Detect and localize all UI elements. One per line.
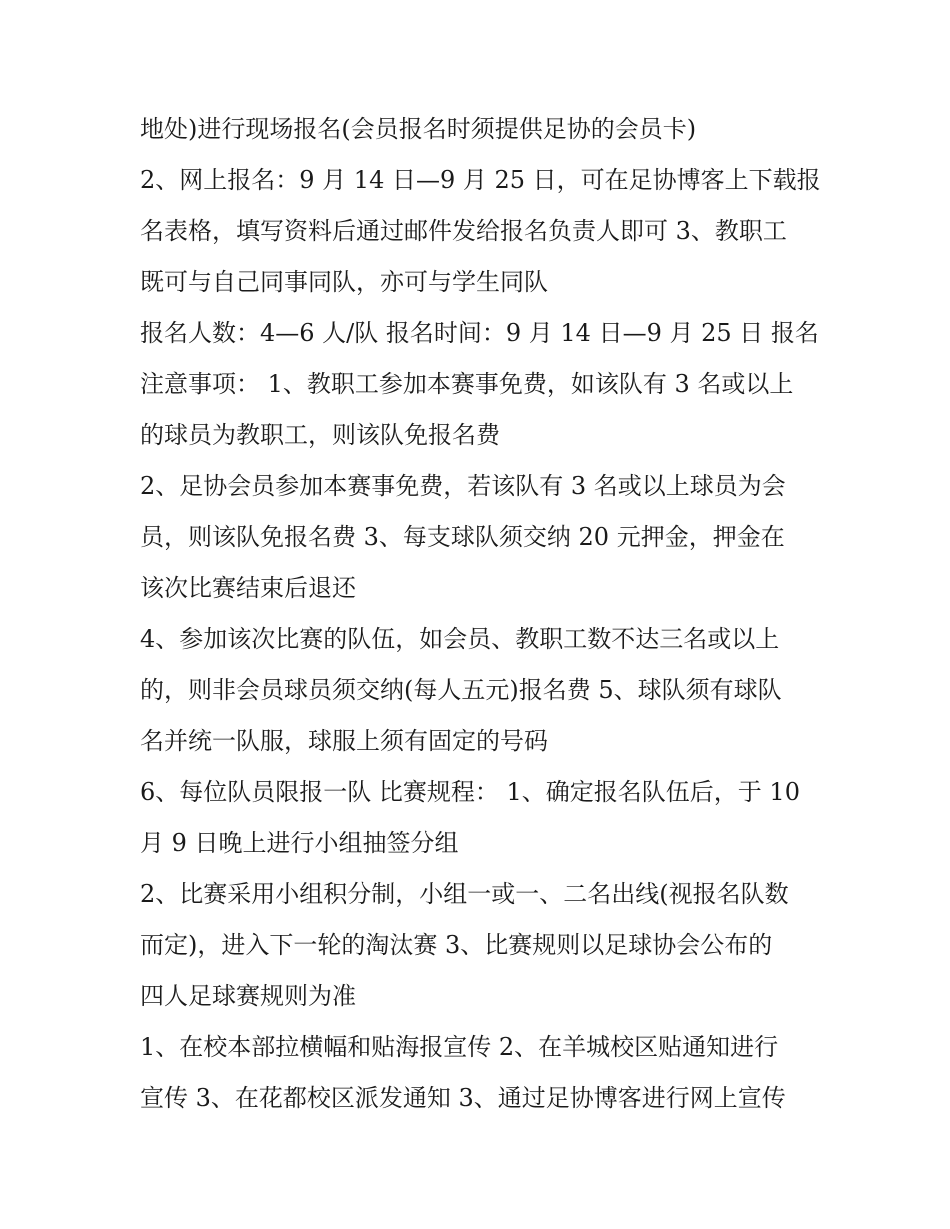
text-line-18: 四人足球赛规则为准	[140, 982, 356, 1010]
text-line-9: 员，则该队免报名费 3、每支球队须交纳 20 元押金，押金在	[140, 523, 785, 551]
text-line-7: 的球员为教职工，则该队免报名费	[140, 421, 500, 449]
text-line-8: 2、足协会员参加本赛事免费，若该队有 3 名或以上球员为会	[140, 472, 786, 500]
text-line-17: 而定)，进入下一轮的淘汰赛 3、比赛规则以足球协会公布的	[140, 931, 773, 959]
text-line-16: 2、比赛采用小组积分制，小组一或一、二名出线(视报名队数	[140, 880, 789, 908]
text-line-10: 该次比赛结束后退还	[140, 574, 356, 602]
document-body	[140, 104, 820, 1124]
text-line-19: 1、在校本部拉横幅和贴海报宣传 2、在羊城校区贴通知进行	[140, 1033, 779, 1061]
text-line-12: 的，则非会员球员须交纳(每人五元)报名费 5、球队须有球队	[140, 676, 782, 704]
text-line-13: 名并统一队服，球服上须有固定的号码	[140, 727, 548, 755]
text-line-4: 既可与自己同事同队，亦可与学生同队	[140, 268, 548, 296]
text-line-5: 报名人数：4—6 人/队 报名时间：9 月 14 日—9 月 25 日 报名	[140, 319, 819, 347]
text-line-1: 地处)进行现场报名(会员报名时须提供足协的会员卡)	[140, 115, 697, 143]
text-line-6: 注意事项： 1、教职工参加本赛事免费，如该队有 3 名或以上	[140, 370, 794, 398]
text-line-2: 2、网上报名：9 月 14 日—9 月 25 日，可在足协博客上下载报	[140, 166, 821, 194]
text-line-20: 宣传 3、在花都校区派发通知 3、通过足协博客进行网上宣传	[140, 1084, 786, 1112]
text-line-14: 6、每位队员限报一队 比赛规程： 1、确定报名队伍后，于 10	[140, 778, 800, 806]
text-line-11: 4、参加该次比赛的队伍，如会员、教职工数不达三名或以上	[140, 625, 780, 653]
text-line-3: 名表格，填写资料后通过邮件发给报名负责人即可 3、教职工	[140, 217, 787, 245]
text-line-15: 月 9 日晚上进行小组抽签分组	[140, 829, 459, 857]
